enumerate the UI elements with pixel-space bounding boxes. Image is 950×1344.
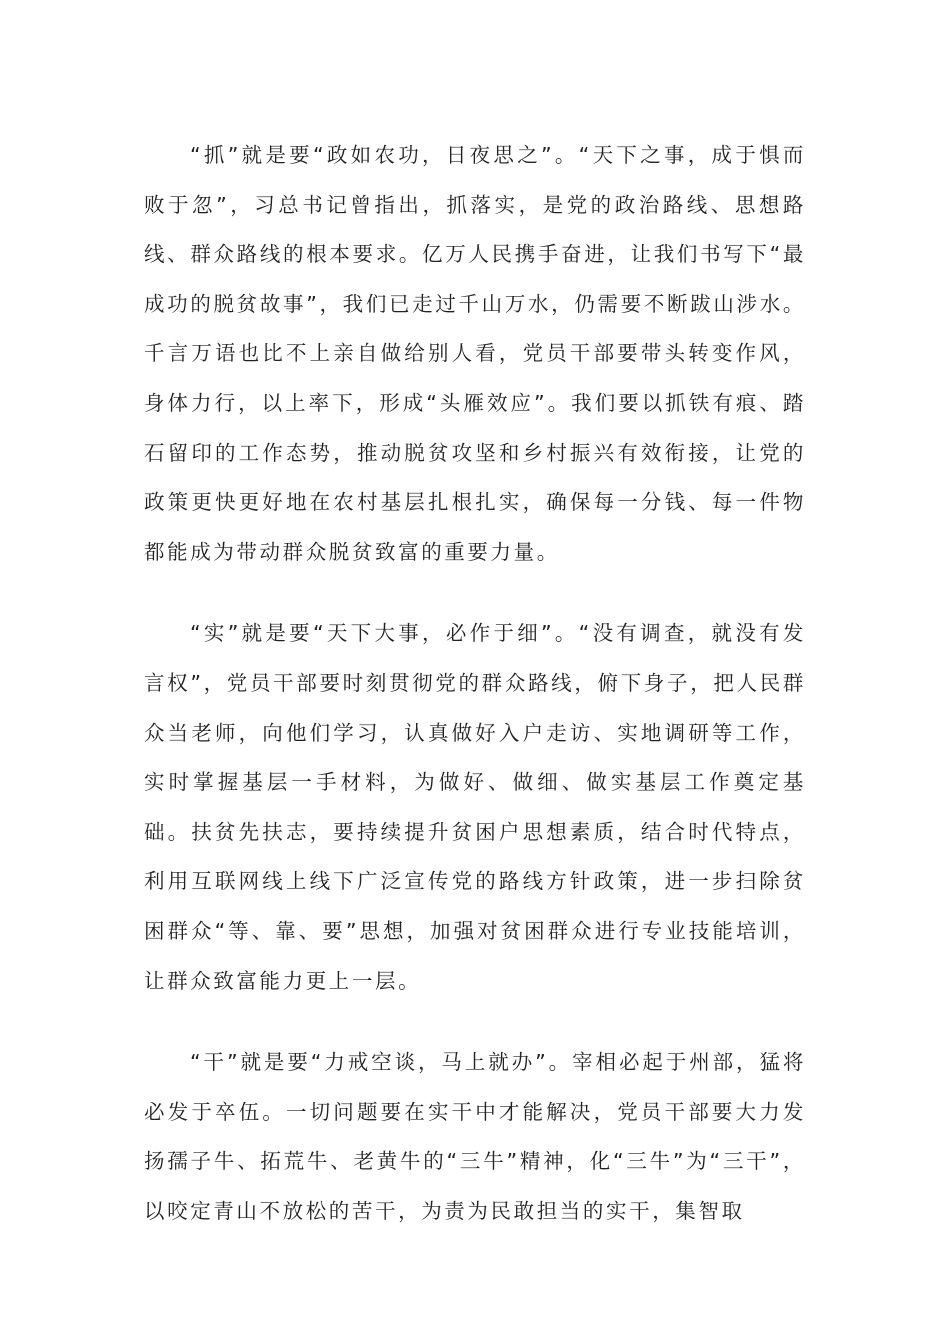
paragraph-gan: “干”就是要“力戒空谈，马上就办”。宰相必起于州部，猛将必发于卒伍。一切问题要在实干中才能解决，党员干部要大力发扬孺子牛、拓荒牛、老黄牛的“三牛”精神，化“三牛”为“三干”，以咬定青山不放松的苦干，为责为民敢担当的实干，集智取 (144, 1050, 806, 1223)
paragraph-shi: “实”就是要“天下大事，必作于细”。“没有调查，就没有发言权”，党员干部要时刻贯彻党的群众路线，俯下身子，把人民群众当老师，向他们学习，认真做好入户走访、实地调研等工作，实时掌握基层一手材料，为做好、做细、做实基层工作奠定基础。扶贫先扶志，要持续提升贫困户思想素质，结合时代特点，利用互联网线上线下广泛宣传党的路线方针政策，进一步扫除贫困群众“等、靠、要”思想，加强对贫困群众进行专业技能培训，让群众致富能力更上一层。 (144, 621, 806, 993)
document-body (144, 131, 806, 1236)
paragraph-zhua: “抓”就是要“政如农功，日夜思之”。“天下之事，成于惧而败于忽”，习总书记曾指出，抓落实，是党的政治路线、思想路线、群众路线的根本要求。亿万人民携手奋进，让我们书写下“最成功的脱贫故事”，我们已走过千山万水，仍需要不断跋山涉水。千言万语也比不上亲自做给别人看，党员干部要带头转变作风，身体力行，以上率下，形成“头雁效应”。我们要以抓铁有痕、踏石留印的工作态势，推动脱贫攻坚和乡村振兴有效衔接，让党的政策更快更好地在农村基层扎根扎实，确保每一分钱、每一件物都能成为带动群众脱贫致富的重要力量。 (144, 143, 806, 564)
